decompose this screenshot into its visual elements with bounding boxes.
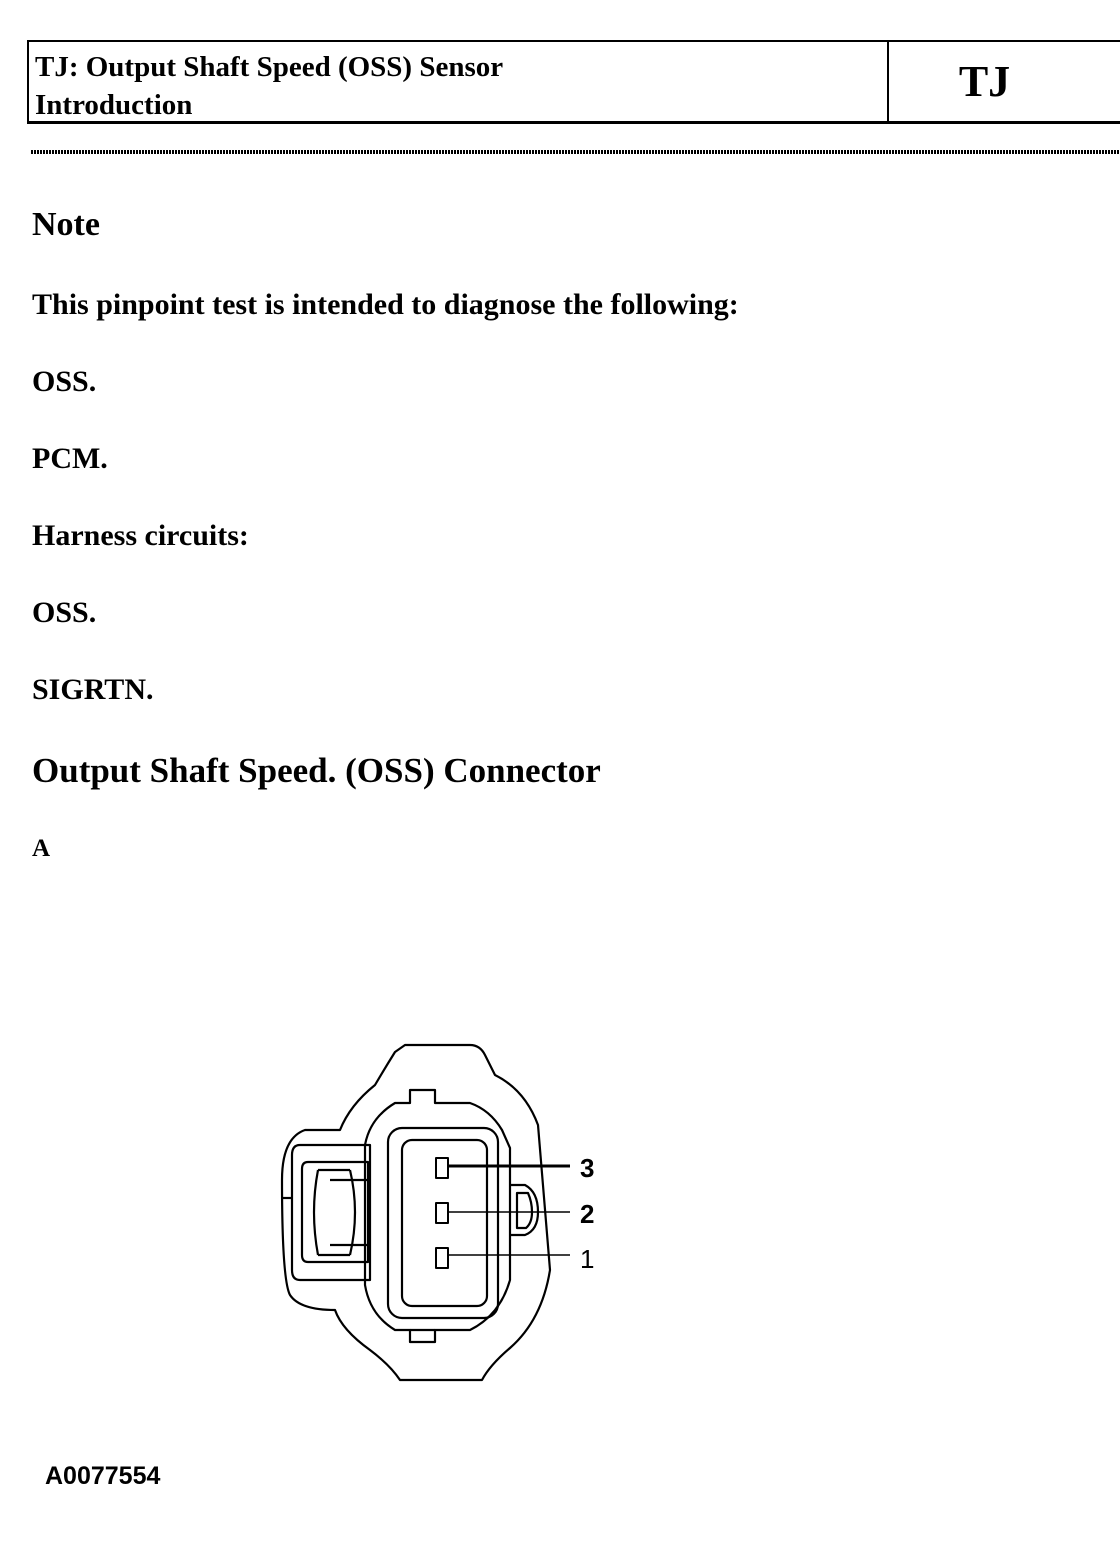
item-pcm: PCM. (32, 442, 108, 475)
connector-heading: Output Shaft Speed. (OSS) Connector (32, 751, 601, 790)
item-oss: OSS. (32, 365, 97, 398)
pin-label-1: 1 (580, 1244, 595, 1274)
pin-label-3: 3 (580, 1153, 595, 1183)
pin-1 (436, 1248, 448, 1268)
title-line-2: Introduction (35, 89, 193, 121)
section-code: TJ (958, 57, 1011, 106)
latch-inner (302, 1162, 368, 1262)
note-heading: Note (32, 206, 100, 243)
harness-item-oss: OSS. (32, 596, 97, 629)
intro-text: This pinpoint test is intended to diagnose the following: (32, 288, 739, 321)
harness-heading: Harness circuits: (32, 519, 249, 552)
pin-3 (436, 1158, 448, 1178)
title-line-1: TJ: Output Shaft Speed (OSS) Sensor (35, 51, 504, 83)
pin-label-2: 2 (580, 1199, 595, 1229)
pin-2 (436, 1203, 448, 1223)
view-label: A (32, 835, 51, 862)
oss-connector-diagram (270, 1030, 630, 1390)
page-header (27, 40, 1120, 124)
dotted-separator (31, 150, 1120, 154)
page-title (35, 48, 875, 124)
figure-id: A0077554 (45, 1462, 161, 1490)
harness-item-sigrtn: SIGRTN. (32, 673, 154, 706)
